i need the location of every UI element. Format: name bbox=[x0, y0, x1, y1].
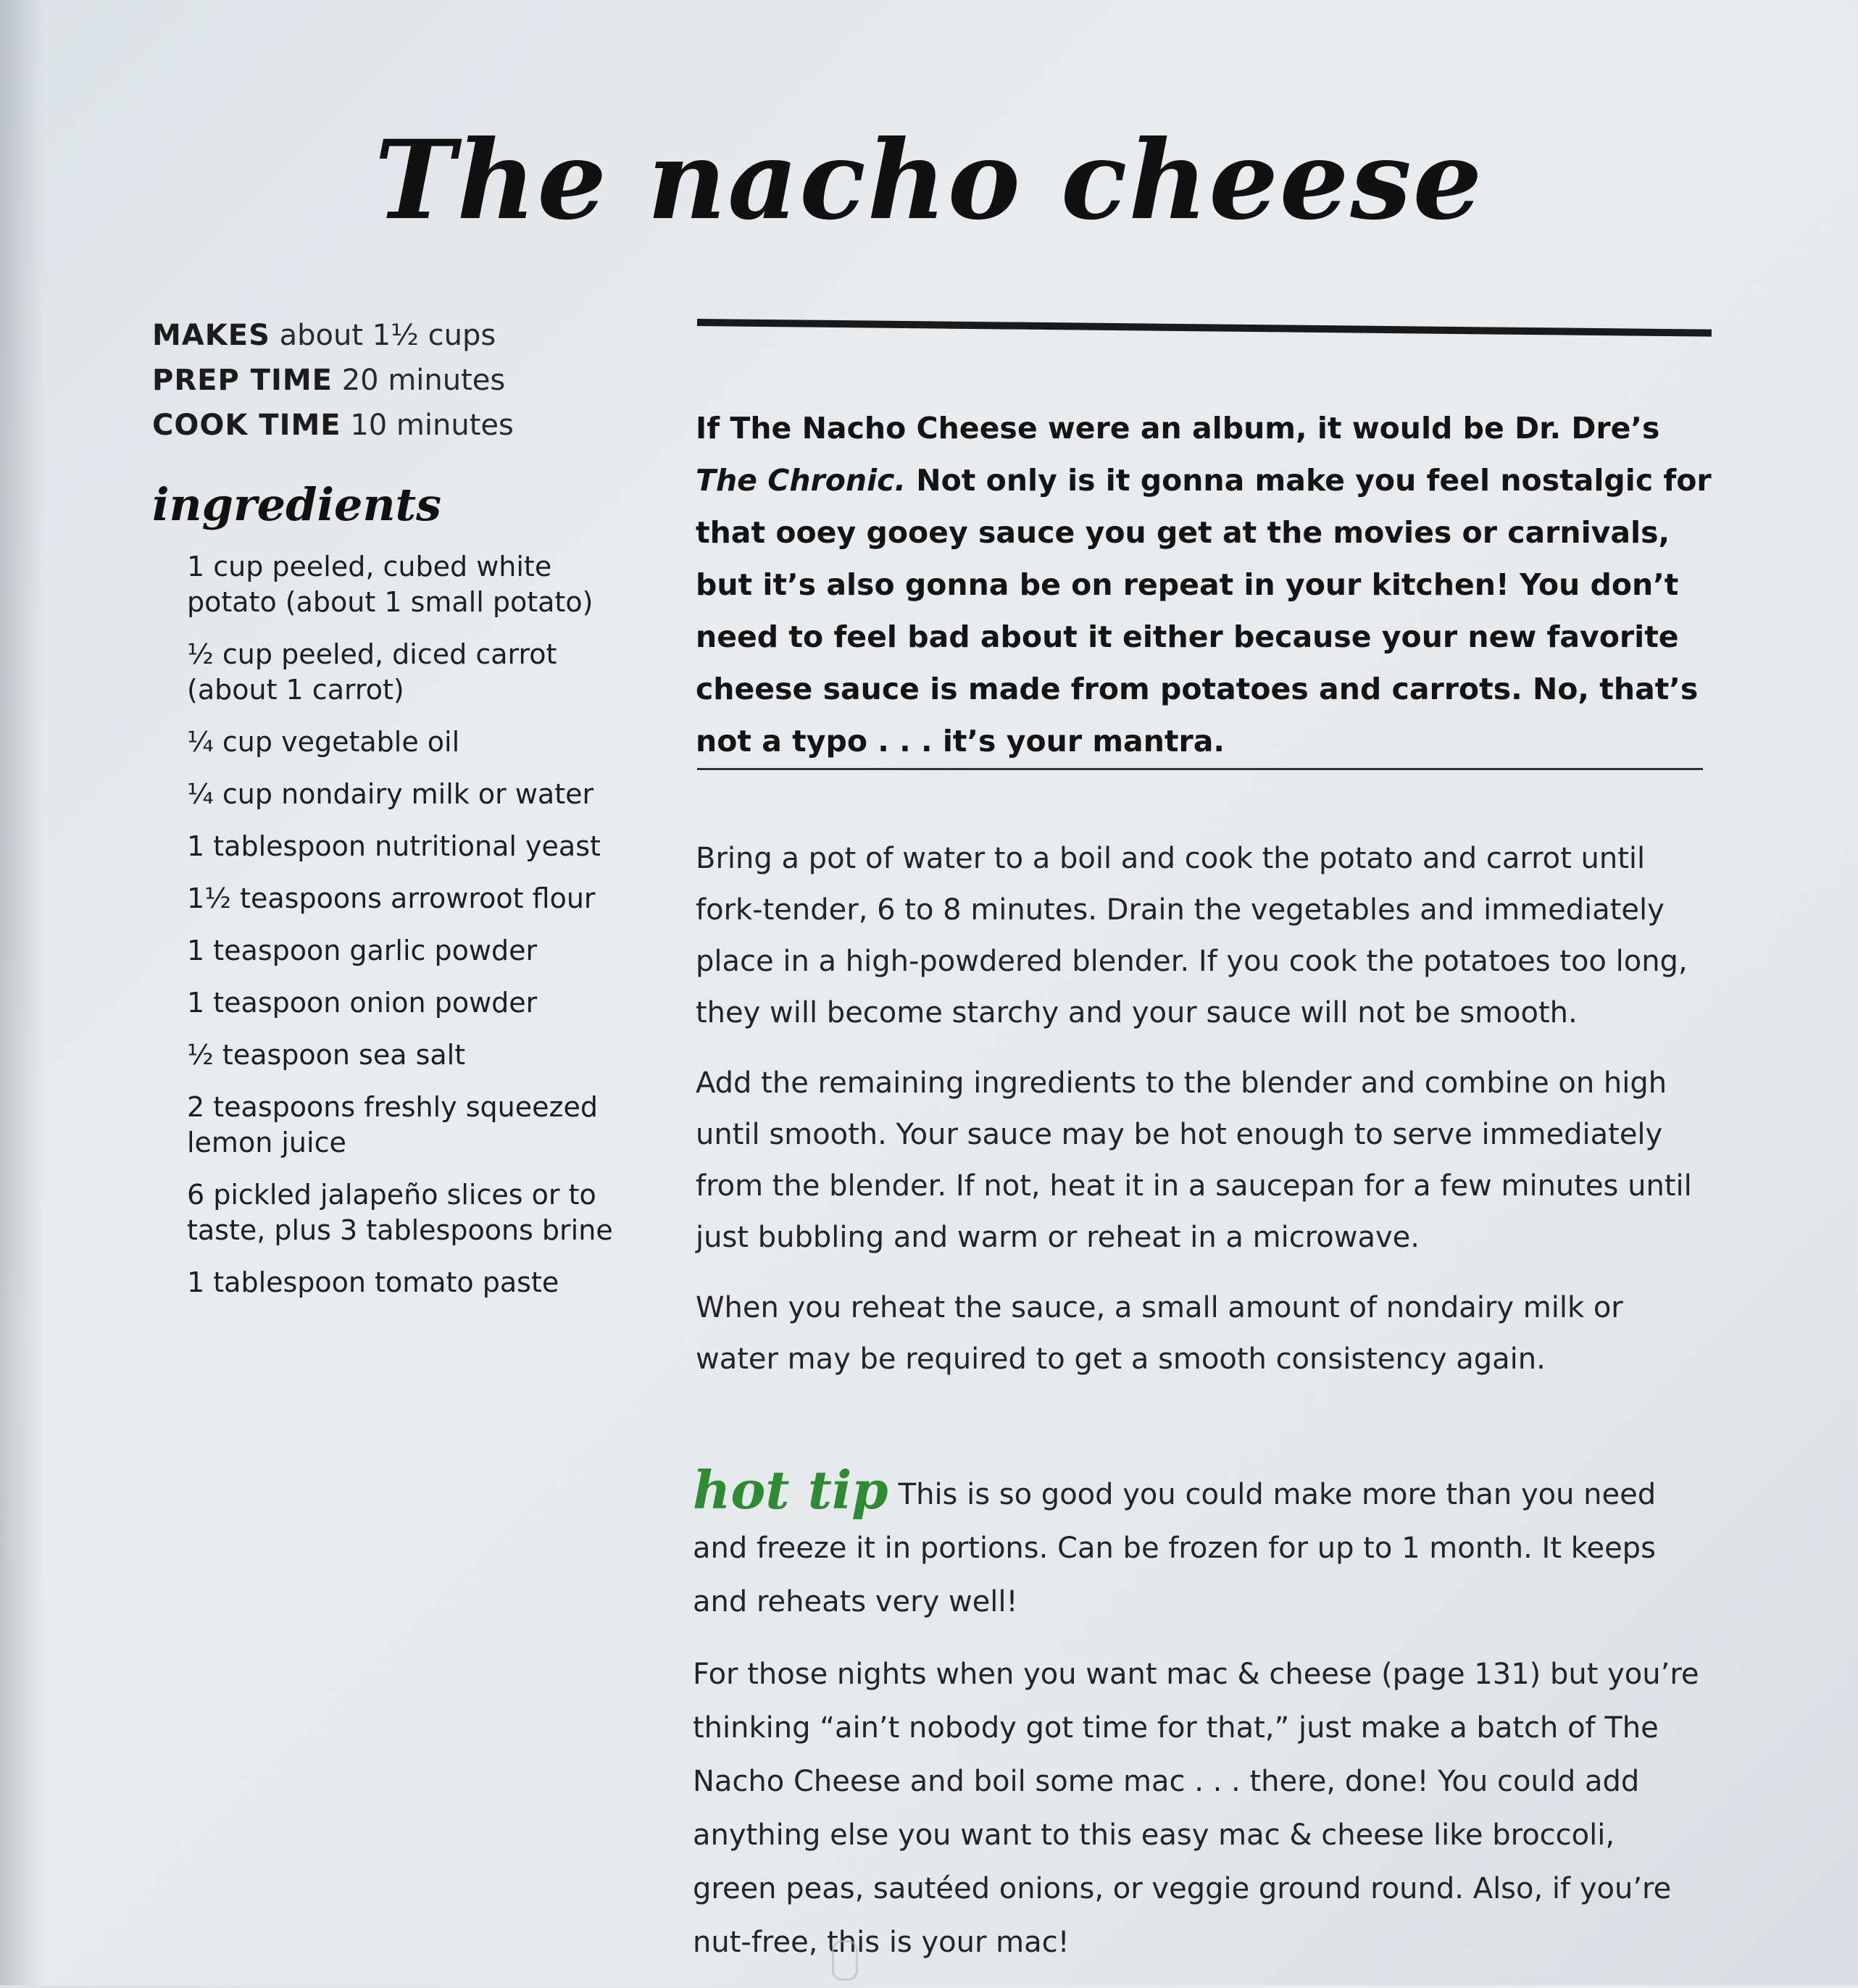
recipe-meta bbox=[152, 313, 514, 448]
ingredient-item: 1 cup peeled, cubed white potato (about 1 small potato) bbox=[187, 551, 593, 618]
prep-time-value: 20 minutes bbox=[341, 364, 506, 397]
prep-time-label: PREP TIME bbox=[152, 364, 333, 397]
intro-text bbox=[696, 402, 1725, 767]
ingredient-item: ¼ cup vegetable oil bbox=[187, 726, 460, 758]
page-edge-shadow bbox=[0, 0, 43, 1985]
ingredient-item: 1 teaspoon onion powder bbox=[187, 987, 538, 1019]
hot-tip-paragraph bbox=[693, 1459, 1700, 1629]
cook-time-label: COOK TIME bbox=[152, 409, 341, 442]
ingredient-item: ¼ cup nondairy milk or water bbox=[187, 778, 594, 810]
ingredients-heading: ingredients bbox=[152, 478, 442, 531]
intro-part-1: If The Nacho Cheese were an album, it would be Dr. Dre’s bbox=[696, 411, 1660, 446]
ingredient-item: 1½ teaspoons arrowroot flour bbox=[187, 882, 596, 914]
intro-paragraph bbox=[696, 402, 1725, 767]
ingredient-item: 1 tablespoon nutritional yeast bbox=[187, 830, 601, 862]
ingredient-item: ½ cup peeled, diced carrot (about 1 carrot) bbox=[187, 638, 557, 706]
ingredient-item: 6 pickled jalapeño slices or to taste, plus 3 tablespoons brine bbox=[187, 1179, 613, 1246]
hot-tip-text: This is so good you could make more than you need and freeze it in portions. Can be frozen for up to 1 month. It keeps and reheats very well! bbox=[693, 1478, 1657, 1619]
ingredient-item: ½ teaspoon sea salt bbox=[187, 1039, 466, 1071]
album-title: The Chronic. bbox=[696, 463, 907, 498]
ingredient-item: 1 teaspoon garlic powder bbox=[187, 935, 538, 966]
middle-divider bbox=[697, 768, 1703, 770]
hot-tip-section bbox=[693, 1459, 1700, 1988]
prep-time-row bbox=[152, 358, 514, 403]
makes-value: about 1½ cups bbox=[279, 319, 496, 352]
ingredient-item: 1 tablespoon tomato paste bbox=[187, 1266, 559, 1298]
hot-tip-label: hot tip bbox=[693, 1459, 888, 1521]
makes-label: MAKES bbox=[152, 319, 270, 352]
method-step: Bring a pot of water to a boil and cook the potato and carrot until fork-tender, 6 to 8 minutes. Drain the vegetables and immediately place in a high-powdered blender. If you cook the potatoes too long, they will become starchy and your sauce will not be smooth. bbox=[696, 842, 1688, 1030]
ingredients-list bbox=[187, 549, 636, 1317]
ingredient-item: 2 teaspoons freshly squeezed lemon juice bbox=[187, 1091, 598, 1158]
method-section bbox=[696, 833, 1696, 1404]
method-step: Add the remaining ingredients to the blender and combine on high until smooth. Your sauce may be hot enough to serve immediately from the blender. If not, heat it in a saucepan for a few minutes until just bubbling and warm or reheat in a microwave. bbox=[696, 1066, 1692, 1254]
recipe-title: The nacho cheese bbox=[374, 116, 1484, 244]
cook-time-row bbox=[152, 403, 514, 448]
top-divider bbox=[697, 319, 1712, 337]
mac-note: For those nights when you want mac & cheese (page 131) but you’re thinking “ain’t nobody got time for that,” just make a batch of The Nacho Cheese and boil some mac . . . there, done! You could add anything else you want to this easy mac & cheese like broccoli, green peas, sautéed onions, or veggie ground round. Also, if you’re nut-free, this is your mac! bbox=[693, 1658, 1699, 1959]
method-step: When you reheat the sauce, a small amount of nondairy milk or water may be required to get a smooth consistency again. bbox=[696, 1291, 1623, 1376]
page-clip-mark bbox=[832, 1940, 858, 1981]
intro-part-2: Not only is it gonna make you feel nostalgic for that ooey gooey sauce you get at the movies or carnivals, but it’s also gonna be on repeat in your kitchen! You don’t need to feel bad about it either because your new favorite cheese sauce is made from potatoes and carrots. No, that’s not a typo . . . it’s your mantra. bbox=[696, 463, 1712, 759]
makes-row bbox=[152, 313, 514, 358]
cook-time-value: 10 minutes bbox=[350, 409, 514, 442]
